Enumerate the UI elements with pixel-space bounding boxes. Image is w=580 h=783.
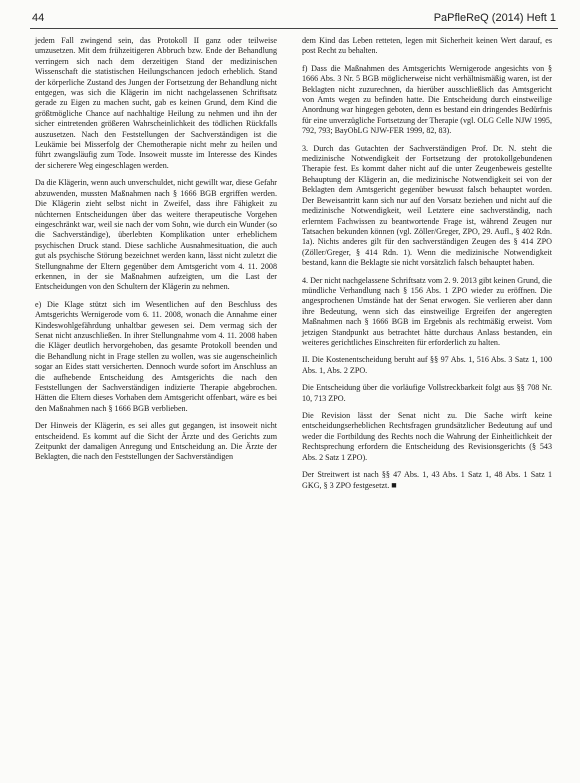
paragraph: jedem Fall zwingend sein, das Protokoll II ganz oder teilweise umzusetzen. Mit dem frühzeitigeren Abbruch bzw. Ende der Behandlung verringern sich nach dem derzeitigen Stand der medizinischen Wissenschaft die statistischen Heilungschancen jedoch erheblich. Stand der körperliche Zustand des Jungen der Fortsetzung der Behandlung nicht entgegen, was sich die Klägerin im nicht nachgelassenen Schriftsatz gerade zu Eigen zu machen sucht, gab es keinen Grund, dem Kind die größtmögliche Chance auf nachhaltige Heilung zu nehmen und ihn der sicher eintretenden größeren Wahrscheinlichkeit des tödlichen Rückfalls auszusetzen. Nach den Feststellungen der Sachverständigen ist die Leukämie bei Misserfolg der Chemotherapie nicht mehr zu heilen und führt zwangsläufig zum Tode. Insoweit musste im Interesse des Kindes der sicherere Weg eingeschlagen werden. bbox=[35, 36, 277, 170]
paragraph: 4. Der nicht nachgelassene Schriftsatz vom 2. 9. 2013 gibt keinen Grund, die mündliche Verhandlung nach § 156 Abs. 1 ZPO wieder zu eröffnen. Die angesprochenen Umstände hat der Senat erwogen. Sie verlieren aber dann ihre Bedeutung, wenn sich das einstweilige Ergreifen der angeregten Maßnahmen nach § 1666 BGB im Ergebnis als rechtmäßig erweist. Vom jetzigen Standpunkt aus betrachtet hätte durchaus Anlass bestanden, ein weiteres gerichtliches Einschreiten für erforderlich zu halten. bbox=[302, 275, 552, 347]
paragraph: f) Dass die Maßnahmen des Amtsgerichts Wernigerode angesichts von § 1666 Abs. 3 Nr. 5 BGB möglicherweise nicht verhältnismäßig waren, ist der Beklagten nicht zuzurechnen, da hierüber ausschließlich das Amtsgericht von Amts wegen zu befinden hatte. Die Entscheidung durch einstweilige Anordnung war hingegen geboten, denn es bestand ein dringendes Bedürfnis für eine unverzügliche Fortsetzung der Therapie (vgl. OLG Celle NJW 1995, 792, 793; BayObLG NJW-FER 1999, 82, 83). bbox=[302, 63, 552, 136]
paragraph: II. Die Kostenentscheidung beruht auf §§ 97 Abs. 1, 516 Abs. 3 Satz 1, 100 Abs. 1, Abs. 2 ZPO. bbox=[302, 355, 552, 375]
paragraph-last bbox=[302, 470, 552, 492]
paragraph: Die Revision lässt der Senat nicht zu. Die Sache wirft keine entscheidungserheblichen Rechtsfragen grundsätzlicher Bedeutung auf und weder die Fortbildung des Rechts noch die Wahrung der Einheitlichkeit der Rechtsprechung erfordern die Entscheidung des Revisionsgerichts (§ 543 Abs. 2 Satz 1 ZPO). bbox=[302, 411, 552, 462]
paragraph-text: Der Streitwert ist nach §§ 47 Abs. 1, 43 Abs. 1 Satz 1, 48 Abs. 1 Satz 1 GKG, § 3 ZPO festgesetzt. bbox=[302, 470, 552, 491]
page-number: 44 bbox=[32, 12, 45, 24]
paragraph: 3. Durch das Gutachten der Sachverständigen Prof. Dr. N. steht die medizinische Notwendigkeit der Fortsetzung der protokollgebundenen Therapie fest. Es kommt daher nicht auf die unter Zeugenbeweis gestellte Behauptung der Klägerin an, die medizinische Notwendigkeit sei von der Beklagten dem Amtsgericht gegenüber bewusst falsch behauptet worden. Der Beweisantritt kann sich nur auf den Vorsatz beziehen und nicht auf die medizinische Notwendigkeit, weil Letztere eine sachverständig, nach erlerntem Fachwissen zu beantwortende Frage ist, während Zeugen nur Tatsachen bekunden können (vgl. Zöller/Greger, ZPO, 29. Aufl., § 402 Rdn. 1a). Nichts anderes gilt für den sachverständigen Zeugen des § 414 ZPO (Zöller/Greger, § 414 Rdn. 1). Wenn die medizinische Notwendigkeit bestand, kann die Beklagte sie nicht vorsätzlich falsch behauptet haben. bbox=[302, 143, 552, 268]
right-column bbox=[302, 36, 552, 499]
paragraph: Da die Klägerin, wenn auch unverschuldet, nicht gewillt war, diese Gefahr abzuwenden, mussten Maßnahmen nach § 1666 BGB ergriffen werden. Die Klägerin zieht selbst nicht in Zweifel, dass ihre Fähigkeit zu nüchternen Entscheidungen über das weitere therapeutische Vorgehen eingeschränkt war, weil sie nach der vom Sohn, wie durch ein Wunder (so die Sachverständige), überlebten Komplikation unter erheblichem psychischen Druck stand. Diese sachliche Ausnahmesituation, die auch gut als psychische Störung bezeichnet werden kann, lässt nicht zuletzt die Stellungnahme der Eltern gegenüber dem Amtsgericht vom 4. 11. 2008 erkennen, in der sie Maßnahmen aufzeigten, um die Last der Entscheidungen von den Schultern der Klägerin zu nehmen. bbox=[35, 178, 277, 292]
header-rule bbox=[30, 28, 558, 29]
paragraph: e) Die Klage stützt sich im Wesentlichen auf den Beschluss des Amtsgerichts Wernigerode vom 6. 11. 2008, wonach die Annahme einer Kindeswohlgefährdung unhaltbar gewesen sei. Dem vermag sich der Senat nicht anzuschließen. In ihrer Stellungnahme vom 4. 11. 2008 haben die Kläger deutlich hervorgehoben, das gesamte Protokoll beenden und die Behandlung nicht in Frage stellen zu wollen, was sie augenscheinlich sogar an Eides statt versicherten. Dennoch wurde sofort im Anschluss an die aufhebende Entscheidung des Amtsgerichts die nach den Feststellungen der Sachverständigen indizierte Therapie abgebrochen. Hätten die Eltern dieses Vorhaben dem Amtsgericht offenbart, wäre es bei den Maßnahmen nach § 1666 BGB verblieben. bbox=[35, 299, 277, 413]
left-column bbox=[35, 36, 277, 470]
end-mark-icon: ■ bbox=[391, 480, 397, 491]
page-header bbox=[32, 8, 556, 30]
paragraph: dem Kind das Leben retteten, legen mit Sicherheit keinen Wert darauf, es post Recht zu behalten. bbox=[302, 36, 552, 56]
paragraph: Der Hinweis der Klägerin, es sei alles gut gegangen, ist insoweit nicht entscheidend. Es kommt auf die Sicht der Ärzte und des Gerichts zum Zeitpunkt der damaligen Anregung und Entscheidung an. Die Ärzte der Beklagten, die nach den Feststellungen der Sachverständigen bbox=[35, 421, 277, 462]
journal-title: PaPfleReQ (2014) Heft 1 bbox=[433, 12, 556, 24]
paragraph: Die Entscheidung über die vorläufige Vollstreckbarkeit folgt aus §§ 708 Nr. 10, 713 ZPO. bbox=[302, 383, 552, 403]
